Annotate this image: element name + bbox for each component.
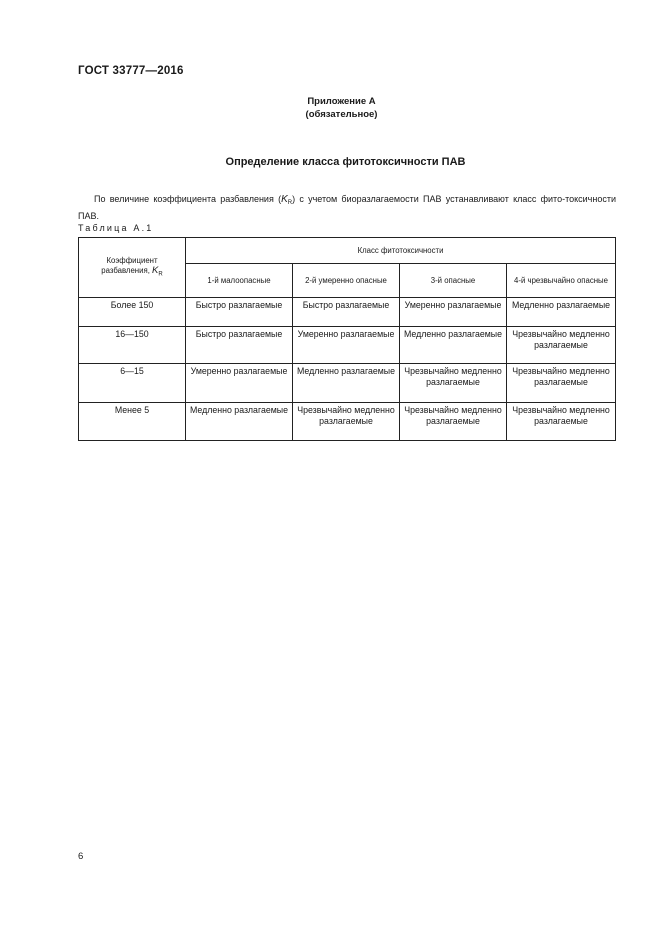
table-cell: Чрезвычайно медленно разлагаемые [507, 364, 616, 403]
phytotoxicity-table [78, 237, 616, 441]
table-cell-coefficient: 6—15 [79, 364, 186, 403]
paragraph-text-after: ) с учетом биоразлагаемости ПАВ устанавливают класс фито-токсичности ПАВ. [78, 194, 616, 221]
class-header-2: 2-й умеренно опасные [293, 264, 400, 298]
col-header-k-subscript: R [158, 271, 163, 278]
table-cell: Медленно разлагаемые [293, 364, 400, 403]
page-number: 6 [78, 851, 84, 862]
col-header-coefficient-text: Коэффициент разбавления, [101, 255, 158, 275]
section-title [0, 156, 661, 168]
page-header-standard-id: ГОСТ 33777—2016 [78, 65, 184, 77]
paragraph-k-symbol: K [281, 194, 288, 205]
table-cell: Быстро разлагаемые [186, 298, 293, 327]
table-row [79, 364, 616, 403]
table-cell: Быстро разлагаемые [293, 298, 400, 327]
table-cell-coefficient: Более 150 [79, 298, 186, 327]
group-header-phytotoxicity-class: Класс фитотоксичности [186, 238, 616, 264]
table-row [79, 298, 616, 327]
table-cell: Медленно разлагаемые [186, 403, 293, 441]
col-header-coefficient [79, 238, 186, 298]
table-cell: Медленно разлагаемые [507, 298, 616, 327]
appendix-status: (обязательное) [305, 109, 378, 120]
appendix-title: Приложение А [307, 96, 376, 107]
intro-paragraph [78, 193, 616, 223]
paragraph-k-subscript: R [287, 200, 293, 206]
table-cell: Чрезвычайно медленно разлагаемые [507, 327, 616, 364]
table-cell: Чрезвычайно медленно разлагаемые [293, 403, 400, 441]
class-header-3: 3-й опасные [400, 264, 507, 298]
table-cell: Чрезвычайно медленно разлагаемые [507, 403, 616, 441]
paragraph-text-before: По величине коэффициента разбавления ( [94, 194, 282, 204]
table-cell: Быстро разлагаемые [186, 327, 293, 364]
table-cell-coefficient: Менее 5 [79, 403, 186, 441]
table-caption: Таблица А.1 [78, 223, 154, 233]
table-row [79, 327, 616, 364]
class-header-4: 4-й чрезвычайно опасные [507, 264, 616, 298]
section-title-text: Определение класса фитотоксичности ПАВ [225, 156, 466, 168]
table-cell: Умеренно разлагаемые [293, 327, 400, 364]
class-header-1: 1-й малоопасные [186, 264, 293, 298]
col-header-k-symbol: K [152, 264, 159, 276]
table-cell: Умеренно разлагаемые [400, 298, 507, 327]
table-cell: Умеренно разлагаемые [186, 364, 293, 403]
table-cell-coefficient: 16—150 [79, 327, 186, 364]
table-cell: Чрезвычайно медленно разлагаемые [400, 364, 507, 403]
table-cell: Чрезвычайно медленно разлагаемые [400, 403, 507, 441]
table-cell: Медленно разлагаемые [400, 327, 507, 364]
table-row [79, 403, 616, 441]
appendix-heading [0, 95, 661, 121]
